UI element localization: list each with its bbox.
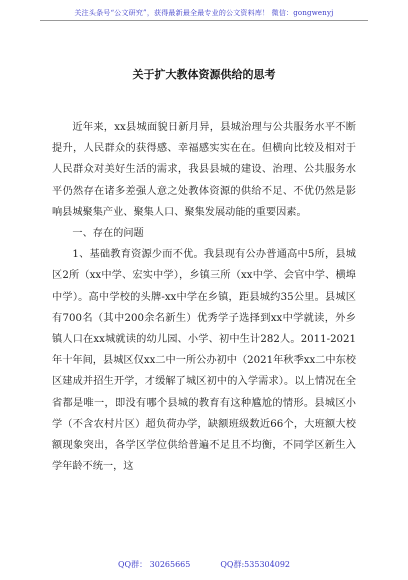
header-divider — [40, 20, 368, 21]
document-body — [52, 117, 356, 477]
paragraph-issue-1: 1、基础教育资源少而不优。我县现有公办普通高中5所，县城区2所（xx中学、宏实中学），乡镇三所（xx中学、会官中学、横埠中学）。高中学校的头牌-xx中学在乡镇，距县城约35公里。县城区有700名（其中200余名新生）优秀学子选择到xx中学就读，外乡镇人口在xx城就读的幼儿园、小学、初中生计282人。2011-2021年十年间，县城区仅xx二中一所公办初中（2021年秋季xx二中东校区建成并招生开学，才缓解了城区初中的入学需求）。以上情况在全省都是唯一，即没有哪个县城的教育有这种尴尬的情形。县城区小学（不含农村片区）超负荷办学，缺额班级数近66个，大班额大校额现象突出，各学区学位供给普遍不足且不均衡，不同学区新生入学年龄不统一，这 — [52, 249, 356, 473]
footer — [0, 559, 408, 570]
paragraph-intro: 近年来，xx县城面貌日新月异，县城治理与公共服务水平不断提升，人民群众的获得感、幸福感实实在在。但横向比较及相对于人民群众对美好生活的需求，我县县城的建设、治理、公共服务水平仍然存在诸多差强人意之处教体资源的供给不足、不优仍然是影响县城聚集产业、聚集人口、聚集发展动能的重要因素。 — [52, 122, 356, 218]
document-title: 关于扩大教体资源供给的思考 — [132, 68, 276, 81]
header-notice: 关注头条号“公文研究”，获得最新最全最专业的公文资料库！ 微信：gongwenyj — [74, 9, 334, 17]
section-heading: 一、存在的问题 — [72, 228, 144, 240]
footer-qq-group-1: QQ群： 30265665 — [117, 560, 191, 569]
footer-qq-group-2: QQ群:535304092 — [220, 560, 290, 569]
